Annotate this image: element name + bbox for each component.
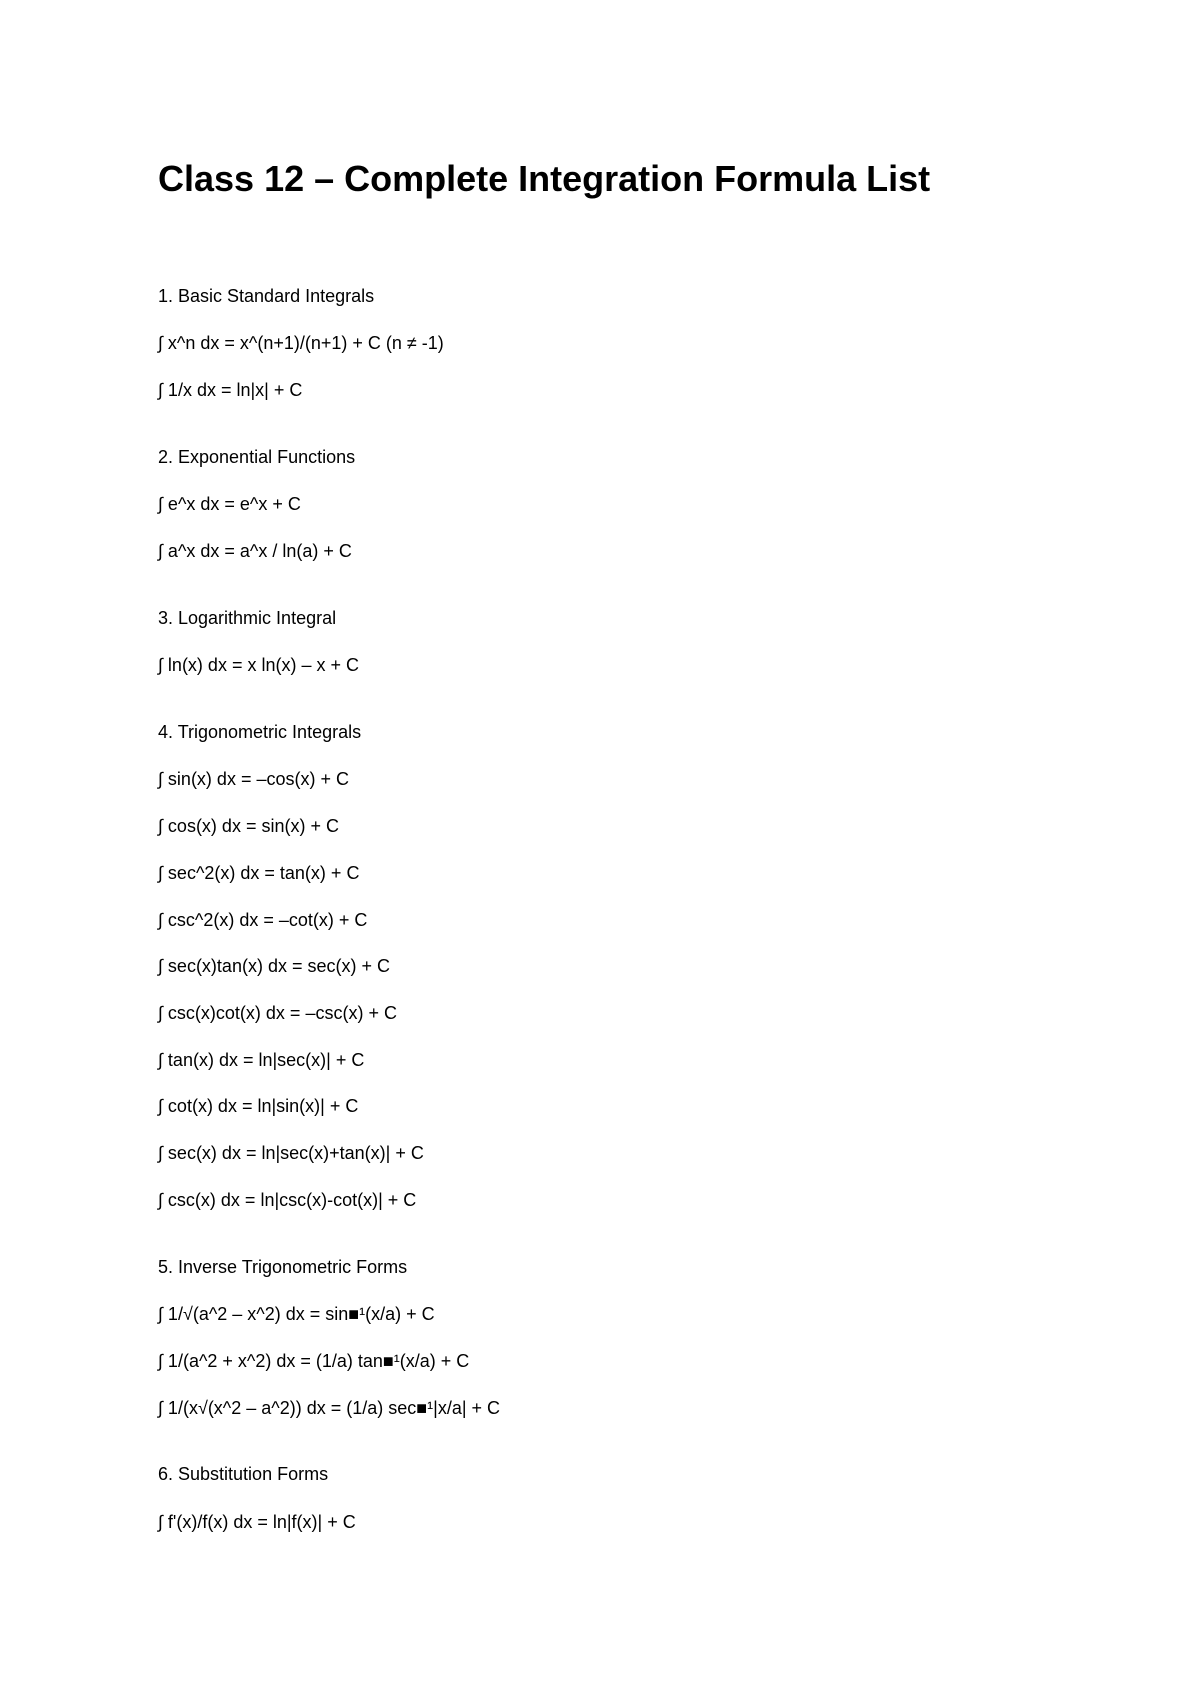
formula-line: ∫ csc(x)cot(x) dx = –csc(x) + C [158,1003,397,1023]
formula-line: ∫ sec^2(x) dx = tan(x) + C [158,863,360,883]
formula-line: ∫ x^n dx = x^(n+1)/(n+1) + C (n ≠ -1) [158,333,444,353]
formula-line: ∫ cos(x) dx = sin(x) + C [158,816,339,836]
section-heading-basic: 1. Basic Standard Integrals [158,286,375,306]
formula-line: ∫ csc(x) dx = ln|csc(x)-cot(x)| + C [158,1190,417,1210]
section-heading-substitution: 6. Substitution Forms [158,1464,329,1484]
section-heading-inverse-trig: 5. Inverse Trigonometric Forms [158,1257,408,1277]
formula-line: ∫ cot(x) dx = ln|sin(x)| + C [158,1096,359,1116]
formula-line: ∫ sin(x) dx = –cos(x) + C [158,769,349,789]
formula-line: ∫ f'(x)/f(x) dx = ln|f(x)| + C [158,1512,356,1532]
formula-line: ∫ 1/x dx = ln|x| + C [158,380,303,400]
formula-line: ∫ 1/√(a^2 – x^2) dx = sin■¹(x/a) + C [158,1304,435,1324]
formula-line: ∫ sec(x) dx = ln|sec(x)+tan(x)| + C [158,1143,424,1163]
formula-line: ∫ ln(x) dx = x ln(x) – x + C [158,655,359,675]
formula-line: ∫ a^x dx = a^x / ln(a) + C [158,541,352,561]
formula-line: ∫ 1/(a^2 + x^2) dx = (1/a) tan■¹(x/a) + C [158,1351,470,1371]
section-heading-trigonometric: 4. Trigonometric Integrals [158,722,362,742]
formula-line: ∫ e^x dx = e^x + C [158,494,301,514]
formula-line: ∫ 1/(x√(x^2 – a^2)) dx = (1/a) sec■¹|x/a| + C [158,1398,501,1418]
formula-line: ∫ tan(x) dx = ln|sec(x)| + C [158,1050,365,1070]
section-heading-logarithmic: 3. Logarithmic Integral [158,608,337,628]
formula-line: ∫ sec(x)tan(x) dx = sec(x) + C [158,956,390,976]
section-heading-exponential: 2. Exponential Functions [158,447,356,467]
page-title: Class 12 – Complete Integration Formula List [158,158,931,199]
formula-line: ∫ csc^2(x) dx = –cot(x) + C [158,910,368,930]
